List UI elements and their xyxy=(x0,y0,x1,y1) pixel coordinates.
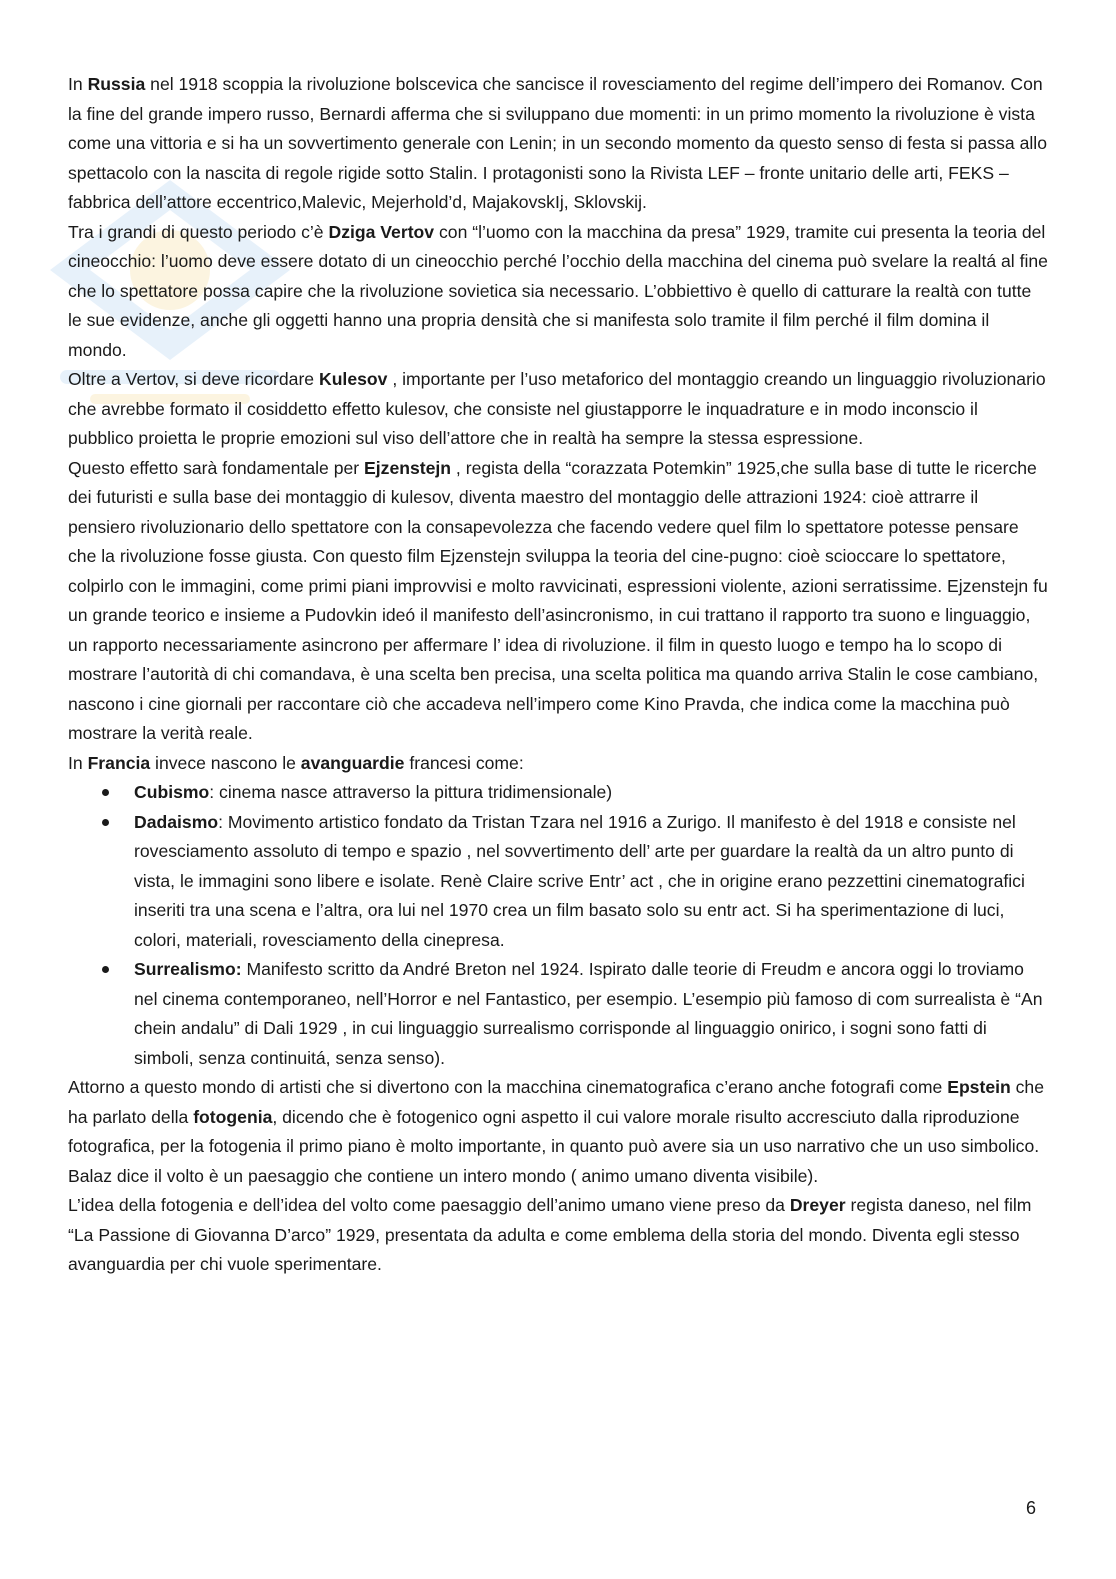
term-francia: Francia xyxy=(87,752,151,773)
term-dreyer: Dreyer xyxy=(789,1195,846,1215)
term-russia: Russia xyxy=(87,74,146,94)
paragraph-vertov: Tra i grandi di questo periodo c’è Dziga Vertov con “l’uomo con la macchina da presa” 1929, tramite cui presenta la teoria del cineocchio: l’uomo deve essere dotato di un cineocchio perché l’occhio della macchina del cinema può svelare la realtá al fine che lo spettatore possa capire che la rivoluzione sovietica sia necessario. L’obbiettivo è quello di catturare la realtà con tutte le sue evidenze, anche gli oggetti hanno una propria densità che si manifesta solo tramite il film perché il film domina il mondo. xyxy=(68,221,1048,360)
paragraph-epstein: Attorno a questo mondo di artisti che si divertono con la macchina cinematografica c’erano anche fotografi come Epstein che ha parlato della fotogenia, dicendo che è fotogenico ogni aspetto il cui valore morale risulto accresciuto dalla riproduzione fotografica, per la fotogenia il primo piano è molto importante, in quanto può avere sia un uso narrativo che un uso simbolico. Balaz dice il volto è un paesaggio che contiene un intero mondo ( animo umano diventa visibile). xyxy=(68,1077,1045,1186)
list-item: Cubismo: cinema nasce attraverso la pittura tridimensionale) xyxy=(134,778,1048,808)
paragraph-dreyer: L’idea della fotogenia e dell’idea del volto come paesaggio dell’animo umano viene preso da Dreyer regista daneso, nel film “La Passione di Giovanna D’arco” 1929, presentata da adulta e come emblema della storia del mondo. Diventa egli stesso avanguardia per chi vuole sperimentare. xyxy=(68,1195,1032,1274)
paragraph-francia: In Francia invece nascono le avanguardie francesi come: xyxy=(68,752,524,773)
term-cubismo: Cubismo xyxy=(134,782,210,802)
bullet-icon xyxy=(102,819,109,826)
paragraph-russia: In Russia nel 1918 scoppia la rivoluzione bolscevica che sancisce il rovesciamento del regime dell’impero dei Romanov. Con la fine del grande impero russo, Bernardi afferma che si sviluppano due momenti: in un primo momento la rivoluzione è vista come una vittoria e si ha un sovvertimento generale con Lenin; in un secondo momento da questo senso di festa si passa allo spettacolo con la nascita di regole rigide sotto Stalin. I protagonisti sono la Rivista LEF – fronte unitario delle arti, FEKS – fabbrica dell’attore eccentrico,Malevic, Mejerhold’d, MajakovskIj, Sklovskij. xyxy=(68,74,1047,212)
term-dadaismo: Dadaismo xyxy=(134,811,219,832)
term-fotogenia: fotogenia xyxy=(193,1106,273,1127)
bullet-icon xyxy=(102,789,109,796)
term-ejzenstejn: Ejzenstejn xyxy=(364,457,452,478)
bullet-icon xyxy=(102,966,109,973)
term-surrealismo: Surrealismo: xyxy=(134,959,242,979)
term-dziga-vertov: Dziga Vertov xyxy=(328,221,435,242)
paragraph-kulesov: Oltre a Vertov, si deve ricordare Kulesov , importante per l’uso metaforico del montaggio creando un linguaggio rivoluzionario che avrebbe formato il cosiddetto effetto kulesov, che consiste nel giustapporre le inquadrature e in modo inconscio il pubblico proietta le proprie emozioni sul viso dell’attore che in realtà ha sempre la stessa espressione. xyxy=(68,369,1046,448)
paragraph-ejzenstejn: Questo effetto sarà fondamentale per Ejzenstejn , regista della “corazzata Potemkin” 1925,che sulla base di tutte le ricerche dei futuristi e sulla base dei montaggio di kulesov, diventa maestro del montaggio delle attrazioni 1924: cioè attrarre il pensiero rivoluzionario dello spettatore con la consapevolezza che facendo vedere quel film lo spettatore potesse pensare che la rivoluzione fosse giusta. Con questo film Ejzenstejn sviluppa la teoria del cine-pugno: cioè scioccare lo spettatore, colpirlo con le immagini, come primi piani improvvisi e molto ravvicinati, espressioni violente, azioni serratissime. Ejzenstejn fu un grande teorico e insieme a Pudovkin ideó il manifesto dell’asincronismo, in cui trattano il rapporto tra suono e linguaggio, un rapporto necessariamente asincrono per affermare l’ idea di rivoluzione. il film in questo luogo e tempo ha lo scopo di mostrare l’autorità di chi comandava, è una scelta ben precisa, una scelta politica ma quando arriva Stalin le cose cambiano, nascono i cine giornali per raccontare ciò che accadeva nell’impero come Kino Pravda, che indica come la macchina può mostrare la verità reale. xyxy=(68,457,1048,743)
list-item: Surrealismo: Manifesto scritto da André Breton nel 1924. Ispirato dalle teorie di Freudm e ancora oggi lo troviamo nel cinema contemporaneo, nell’Horror e nel Fantastico, per esempio. L’esempio più famoso di com surrealista è “An chein andalu” di Dali 1929 , in cui linguaggio surrealismo corrisponde al linguaggio onirico, i sogni sono fatti di simboli, senza continuitá, senza senso). xyxy=(134,955,1048,1073)
avanguardie-list xyxy=(68,778,1048,1073)
list-item: Dadaismo: Movimento artistico fondato da Tristan Tzara nel 1916 a Zurigo. Il manifesto è del 1918 e consiste nel rovesciamento assoluto di tempo e spazio , nel sovvertimento dell’ arte per guardare la realtà da un altro punto di vista, le immagini sono libere e isolate. Renè Claire scrive Entr’ act , che in origine erano pezzettini cinematografici inseriti tra una scena e l’altra, ora lui nel 1970 crea un film basato solo su entr act. Si ha sperimentazione di luci, colori, materiali, rovesciamento della cinepresa. xyxy=(134,808,1048,956)
term-kulesov: Kulesov xyxy=(318,369,388,389)
page-number: 6 xyxy=(1026,1498,1037,1518)
term-avanguardie: avanguardie xyxy=(300,752,405,773)
document-body xyxy=(68,70,1048,1280)
term-epstein: Epstein xyxy=(947,1077,1011,1097)
